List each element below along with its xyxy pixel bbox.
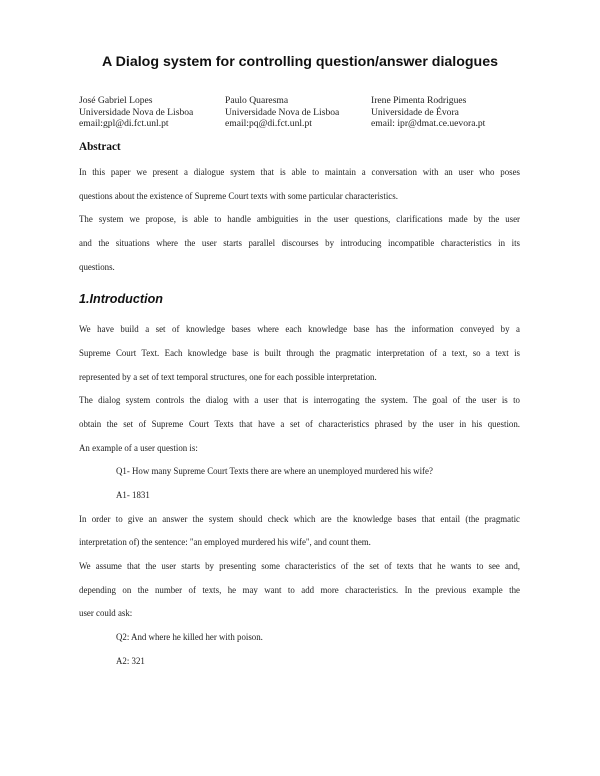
author-email: email:pq@di.fct.unl.pt: [225, 118, 312, 130]
body-line: depending on the number of texts, he may want to add more characteristics. In the previous example the: [79, 585, 520, 595]
body-line: We assume that the user starts by presenting some characteristics of the set of texts that he wants to see and,: [79, 561, 520, 571]
author-affiliation: Universidade Nova de Lisboa: [225, 106, 340, 118]
example-question: Q1- How many Supreme Court Texts there are where an unemployed murdered his wife?: [116, 466, 433, 476]
abstract-heading: Abstract: [79, 141, 121, 153]
author-name: José Gabriel Lopes: [79, 95, 153, 106]
body-line: obtain the set of Supreme Court Texts that have a set of characteristics phrased by the user in his question.: [79, 419, 520, 429]
abstract-line: The system we propose, is able to handle ambiguities in the user questions, clarifications made by the user: [79, 214, 520, 224]
body-line: We have build a set of knowledge bases where each knowledge base has the information conveyed by a: [79, 324, 520, 334]
example-answer: A2: 321: [116, 656, 145, 666]
body-line: In order to give an answer the system should check which are the knowledge bases that entail (the pragmatic: [79, 514, 520, 524]
body-line: user could ask:: [79, 608, 133, 618]
example-answer: A1- 1831: [116, 490, 150, 500]
author-name: Paulo Quaresma: [225, 95, 289, 106]
author-name: Irene Pimenta Rodrigues: [371, 95, 467, 106]
body-line: Supreme Court Text. Each knowledge base is built through the pragmatic interpretation of a text, so a text is: [79, 348, 520, 358]
paper-title: A Dialog system for controlling question/answer dialogues: [102, 54, 498, 70]
author-email: email:gpl@di.fct.unl.pt: [79, 118, 169, 130]
section-heading-introduction: 1.Introduction: [79, 292, 163, 306]
body-line: represented by a set of text temporal structures, one for each possible interpretation.: [79, 372, 377, 382]
abstract-line: questions.: [79, 262, 115, 272]
author-1: [79, 95, 193, 130]
author-affiliation: Universidade de Évora: [371, 106, 459, 118]
abstract-line: In this paper we present a dialogue system that is able to maintain a conversation with an user who poses: [79, 167, 520, 177]
abstract-line: and the situations where the user starts parallel discourses by introducing incompatible characteristics in its: [79, 238, 520, 248]
author-3: [371, 95, 485, 130]
body-line: The dialog system controls the dialog with a user that is interrogating the system. The goal of the user is to: [79, 395, 520, 405]
author-email: email: ipr@dmat.ce.uevora.pt: [371, 118, 486, 130]
author-affiliation: Universidade Nova de Lisboa: [79, 106, 194, 118]
abstract-line: questions about the existence of Supreme Court texts with some particular characteristics.: [79, 191, 398, 201]
example-question: Q2: And where he killed her with poison.: [116, 632, 263, 642]
author-2: [225, 95, 339, 130]
body-line: An example of a user question is:: [79, 443, 198, 453]
body-line: interpretation of) the sentence: "an employed murdered his wife", and count them.: [79, 537, 371, 547]
